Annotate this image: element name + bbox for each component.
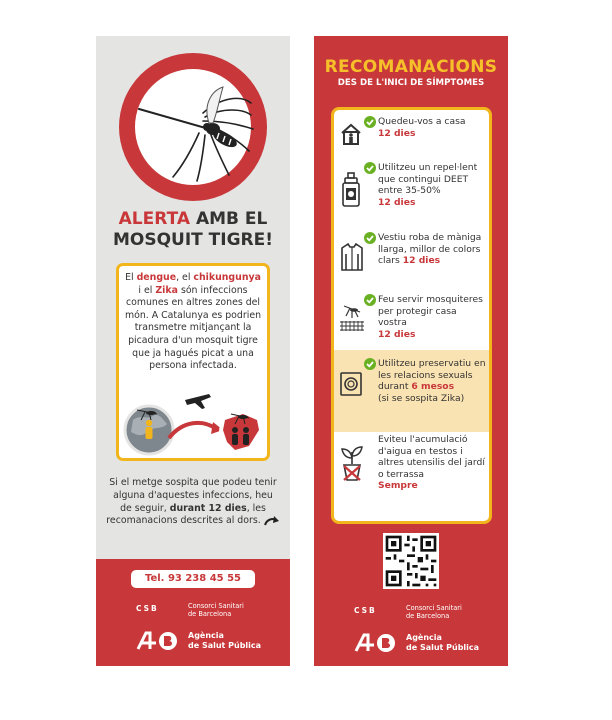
qr-code-icon[interactable] (383, 533, 439, 589)
travel-infection-illustration (123, 390, 263, 456)
chikungunya-term: chikungunya (193, 272, 261, 283)
aspb-logo (346, 630, 486, 656)
recommendation-item (334, 286, 489, 350)
right-footer (314, 596, 508, 666)
check-icon (364, 294, 376, 306)
note-bold: durant 12 dies (169, 502, 247, 514)
info-text: El dengue, el chikungunya i el Zika són infeccions comunes en altres zones del món. A Catalunya es podrien transmetre mitjançant la picadura d'un mosquit tigre que ja hagués picat a una persona infectada. (124, 272, 262, 372)
aspb-name-line1: Agència (188, 631, 224, 640)
csb-abbr: CSB (136, 604, 159, 613)
csb-name-line2: de Barcelona (188, 610, 232, 618)
right-panel (314, 36, 508, 666)
aspb-logo (128, 628, 268, 654)
recommendation-item (334, 228, 489, 286)
check-icon (364, 358, 376, 370)
check-icon (364, 232, 376, 244)
recommendation-item (334, 432, 489, 522)
recommendation-duration: Sempre (378, 480, 418, 492)
aspb-logo-icon (354, 633, 400, 653)
check-icon (364, 162, 376, 174)
recommendation-text: Eviteu l'acumulació d'aigua en testos i altres utensilis del jardí o terrassa (378, 434, 485, 480)
recommendation-duration: 12 dies (378, 127, 416, 139)
mosquito-net-icon (340, 300, 364, 334)
recommendation-text: Quedeu-vos a casa (378, 116, 466, 127)
csb-name-line2: de Barcelona (406, 612, 450, 620)
left-footer (96, 559, 290, 666)
mosquito-warning-sign-icon (117, 51, 269, 203)
csb-name-line1: Consorci Sanitari (406, 604, 462, 612)
recommendation-item-highlighted (334, 350, 489, 432)
recommendation-text: Utilitzeu preservatiu en les relacions sexuals durant (378, 358, 486, 393)
recommendation-text: Utilitzeu un repel·lent que contingui DEET entre 35-50% (378, 162, 478, 197)
plant-pot-icon (340, 444, 364, 482)
alert-word: ALERTA (118, 209, 191, 229)
house-icon (340, 122, 362, 146)
long-sleeve-shirt-icon (340, 242, 364, 272)
alert-title-rest: AMB EL (195, 209, 268, 229)
condom-icon (340, 372, 362, 396)
alert-title (96, 209, 290, 251)
alert-title-line2: MOSQUIT TIGRE! (112, 230, 274, 250)
csb-logo (346, 605, 486, 623)
recommendations-box (331, 107, 492, 524)
recommendation-text: Feu servir mosquiteres per protegir casa vostra (378, 294, 483, 329)
aspb-logo-icon (136, 631, 182, 651)
phone-number[interactable]: Tel. 93 238 45 55 (131, 570, 255, 588)
turn-page-arrow-icon (264, 516, 280, 526)
zika-term: Zika (155, 284, 178, 296)
aspb-name-line1: Agència (406, 633, 442, 642)
info-box (116, 263, 270, 461)
recommendations-title: RECOMANACIONS (324, 57, 498, 77)
aspb-name-line2: de Salut Pública (406, 642, 480, 652)
recommendations-subtitle: DES DE L'INICI DE SÍMPTOMES (337, 78, 485, 88)
recommendation-item (334, 158, 489, 228)
csb-abbr: CSB (354, 606, 377, 615)
repellent-bottle-icon (340, 172, 362, 208)
left-panel (96, 36, 290, 666)
recommendation-duration: 6 mesos (411, 381, 455, 393)
doctor-note: Si el metge sospita que podeu tenir alguna d'aquestes infeccions, heu de seguir, durant 12 dies, les recomanacions descrites al dors. (106, 477, 280, 528)
recommendation-text: Vestiu roba de màniga llarga, millor de colors clars (378, 232, 482, 267)
recommendation-duration: 12 dies (378, 328, 416, 340)
csb-logo (128, 603, 268, 621)
csb-name-line1: Consorci Sanitari (188, 602, 244, 610)
recommendation-duration: 12 dies (402, 255, 441, 267)
recommendation-duration: 12 dies (378, 196, 416, 208)
check-icon (364, 116, 376, 128)
dengue-term: dengue (136, 272, 177, 283)
aspb-name-line2: de Salut Pública (188, 640, 262, 650)
recommendation-note: (si se sospita Zika) (378, 392, 465, 404)
recommendation-item (334, 110, 489, 158)
